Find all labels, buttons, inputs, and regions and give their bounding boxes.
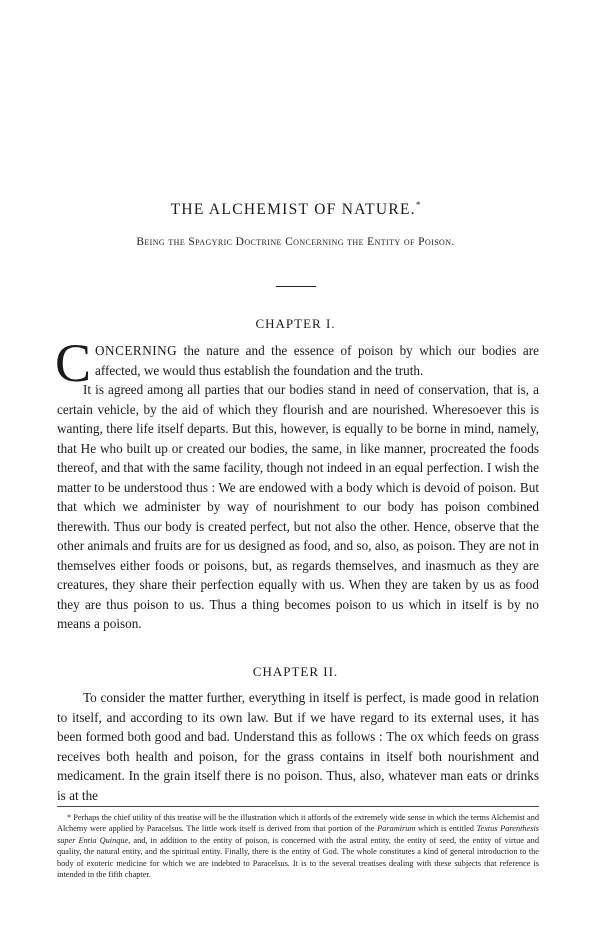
lead-word: ONCERNING — [95, 343, 178, 358]
footnote-text: * Perhaps the chief utility of this treatise will be the illustration which it affords of the extremely wide sense in which the terms Alchemist and Alchemy were applied by Paracelsus. The little work itself is derived from that portion of the Paramirum which is entitled Textus Parenthesis super Entia Quinque, and, in addition to the entity of poison, is concerned with the astral entity, the entity of seed, the entity of virtue and quality, the natural entity, and the spiritual entity. Finally, there is the entity of God. The whole constitutes a kind of general introduction to the body of exoteric medicine for which we are indebted to Paracelsus. It is to the several treatises dealing with these subjects that reference is intended in the fifth chapter. — [57, 813, 539, 880]
section-divider — [276, 286, 316, 287]
chapter-1-body — [55, 333, 539, 634]
chapter-1-paragraph-2: It is agreed among all parties that our bodies stand in need of conservation, that is, a certain vehicle, by the aid of which they flourish and are nourished. Wheresoever this is wanting, there life itself departs. But this, however, is equally to be borne in mind, namely, that He who built up or created our bodies, the same, in like manner, procreated the foods thereof, and that with the same facility, though not indeed in an equal perfection. I wish the matter to be understood thus : We are endowed with a body which is devoid of poison. But that which we administer by way of nourishment to our body has poison combined therewith. Thus our body is created perfect, but not also the other. Hence, observe that the other animals and fruits are for us designed as food, and so, also, as poison. They are not in themselves either foods or poisons, but, as regards themselves, and inasmuch as they are creatures, they share their perfection equally with us. When they are taken by us as food they are thus poison to us. Thus a thing becomes poison to us which in itself is by no means a poison. — [57, 382, 539, 631]
footnote-divider — [57, 806, 539, 807]
page-title: THE ALCHEMIST OF NATURE.* — [170, 200, 421, 219]
chapter-2-paragraph-1: To consider the matter further, everything in itself is perfect, is made good in relation to itself, and according to its own law. But if we have regard to its external uses, it has been formed both good and bad. Understand this as follows : The ox which feeds on grass receives both health and poison, for the grass contains in itself both nourishment and medicament. In the grain itself there is no poison. Thus, also, whatever man eats or drinks is at the — [57, 690, 539, 803]
page-subtitle: Being the Spagyric Doctrine Concerning the Entity of Poison. — [136, 236, 455, 248]
footnote-marker: * — [415, 200, 421, 210]
chapter-1-paragraph-1: CONCERNING the nature and the essence of poison by which our bodies are affected, we would thus establish the foundation and the truth. — [55, 333, 539, 393]
footnote — [57, 812, 539, 880]
chapter-2-body — [57, 688, 539, 805]
chapter-1-heading: CHAPTER I. — [255, 316, 336, 331]
chapter-2-heading: CHAPTER II. — [252, 664, 339, 679]
drop-cap: C — [55, 333, 92, 393]
